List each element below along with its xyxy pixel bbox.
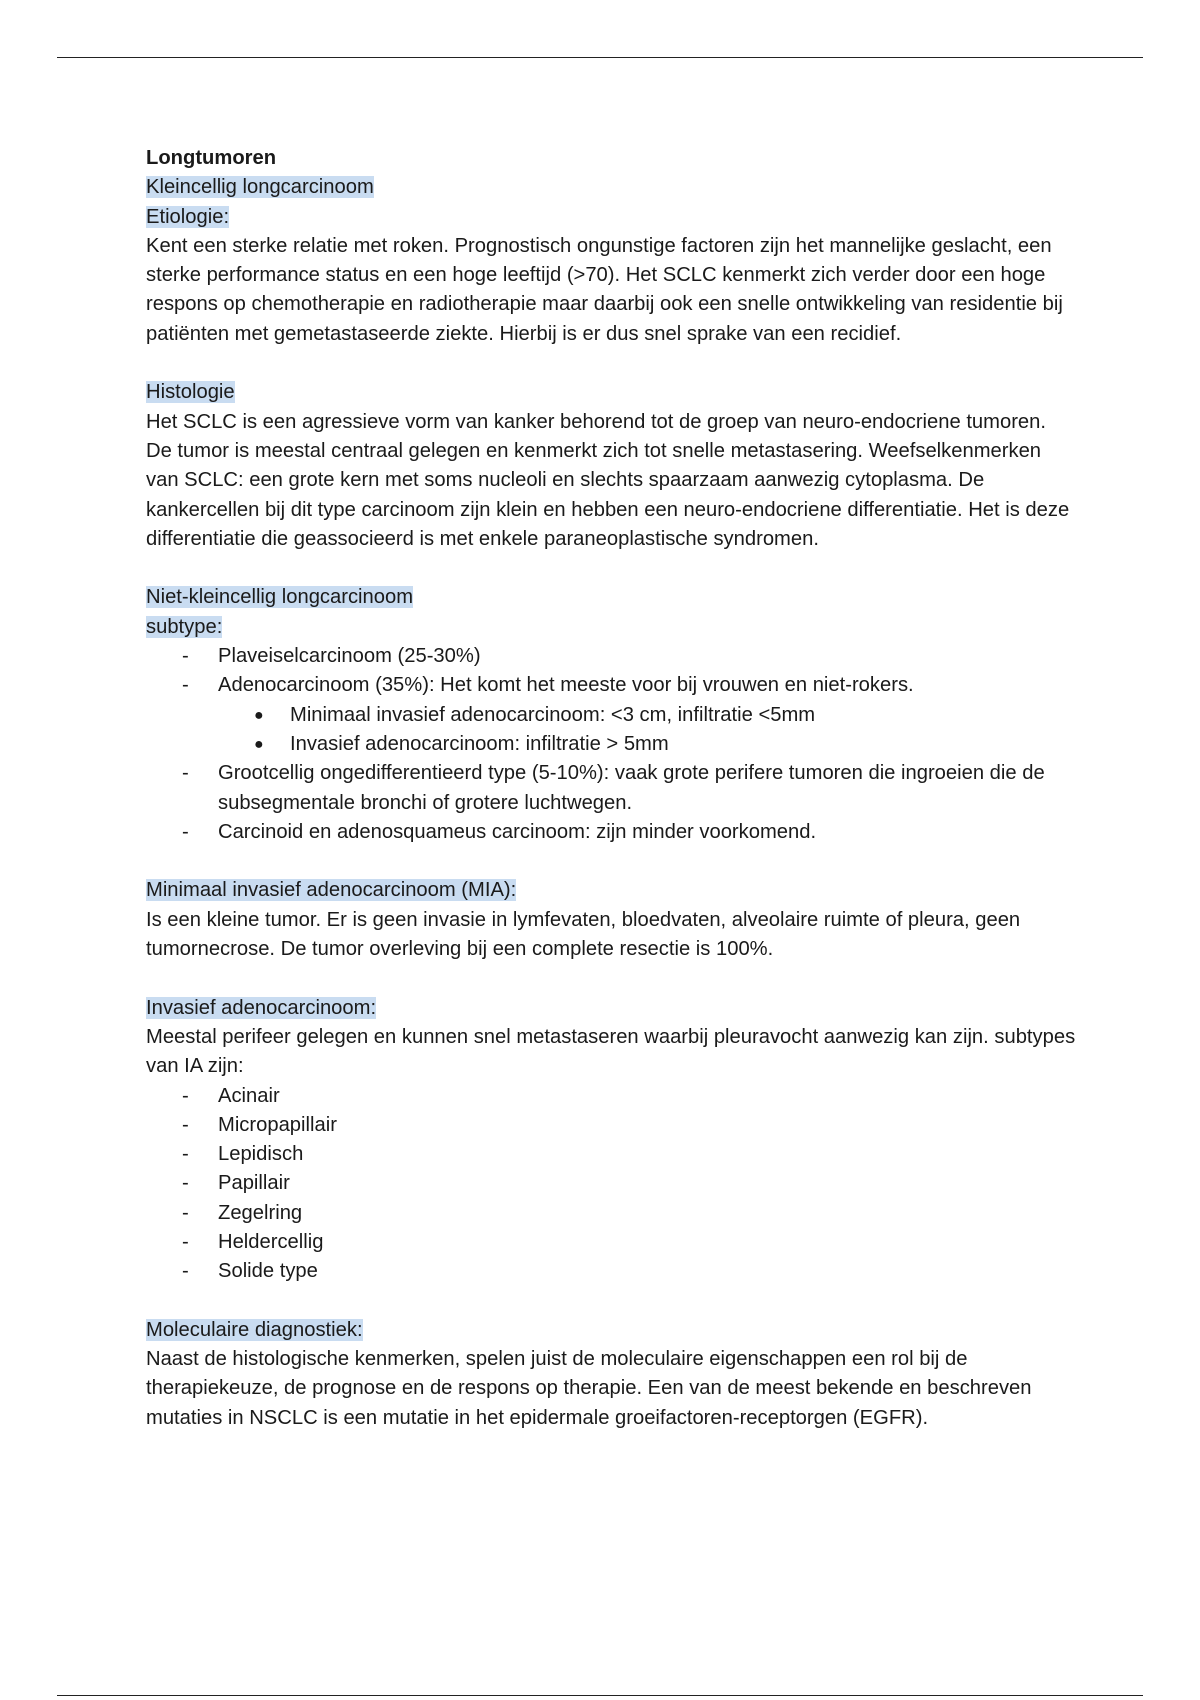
etiology-label: Etiologie:: [146, 205, 230, 228]
dash-marker: -: [182, 820, 189, 843]
dash-marker: -: [182, 1230, 189, 1253]
document-body: [146, 144, 1076, 1433]
etiology-paragraph: Kent een sterke relatie met roken. Prognostisch ongunstige factoren zijn het mannelijke geslacht, een sterke performance status en een hoge leeftijd (>70). Het SCLC kenmerkt zich verder door een hoge respons op chemotherapie en radiotherapie maar daarbij ook een snelle ontwikkeling van residentie bij patiënten met gemetastaseerde ziekte. Hierbij is er dus snel sprake van een recidief.: [146, 234, 1063, 345]
list-item: [146, 1199, 1076, 1228]
ia-subtype-list: [146, 1082, 1076, 1287]
list-item: [146, 1228, 1076, 1257]
ia-heading: Invasief adenocarcinoom:: [146, 996, 377, 1019]
dash-marker: -: [182, 1084, 189, 1107]
histology-paragraph: Het SCLC is een agressieve vorm van kanker behorend tot de groep van neuro-endocriene tumoren. De tumor is meestal centraal gelegen en kenmerkt zich tot snelle metastasering. Weefselkenmerken van SCLC: een grote kern met soms nucleoli en slechts spaarzaam aanwezig cytoplasma. De kankercellen bij dit type carcinoom zijn klein en hebben een neuro-endocriene differentiatie. Het is deze differentiatie die geassocieerd is met enkele paraneoplastische syndromen.: [146, 410, 1070, 550]
list-item-text: Grootcellig ongedifferentieerd type (5-10%): vaak grote perifere tumoren die ingroeien die de subsegmentale bronchi of grotere luchtwegen.: [218, 762, 1045, 814]
section-heading-sclc: [146, 173, 1076, 202]
header-rule: [57, 57, 1143, 58]
list-item-text: Carcinoid en adenosquameus carcinoom: zijn minder voorkomend.: [218, 820, 817, 843]
etiology-label-line: [146, 203, 1076, 232]
mia-paragraph: Is een kleine tumor. Er is geen invasie in lymfevaten, bloedvaten, alveolaire ruimte of pleura, geen tumornecrose. De tumor overleving bij een complete resectie is 100%.: [146, 908, 1021, 961]
dash-marker: -: [182, 1260, 189, 1283]
bullet-marker: ●: [254, 706, 264, 724]
list-item-text: Heldercellig: [218, 1230, 324, 1253]
molecular-paragraph: Naast de histologische kenmerken, spelen juist de moleculaire eigenschappen een rol bij de therapiekeuze, de prognose en de respons op therapie. Een van de meest bekende en beschreven mutaties in NSCLC is een mutatie in het epidermale groeifactoren-receptorgen (EGFR).: [146, 1348, 1032, 1429]
list-item: [146, 759, 1076, 818]
dash-marker: -: [182, 762, 189, 785]
dash-marker: -: [182, 1172, 189, 1195]
histology-label-line: [146, 378, 1076, 407]
list-item: [146, 1082, 1076, 1111]
molecular-heading: Moleculaire diagnostiek:: [146, 1318, 363, 1341]
footer-rule: [57, 1695, 1143, 1696]
list-item: [146, 671, 1076, 759]
list-item-text: Acinair: [218, 1084, 280, 1107]
subtype-label-line: [146, 613, 1076, 642]
list-item: [146, 642, 1076, 671]
histology-label: Histologie: [146, 381, 235, 404]
list-item-text: Micropapillair: [218, 1113, 337, 1136]
sub-list-item-text: Minimaal invasief adenocarcinoom: <3 cm, infiltratie <5mm: [290, 703, 816, 726]
dash-marker: -: [182, 674, 189, 697]
subtype-label: subtype:: [146, 615, 223, 638]
page-title: Longtumoren: [146, 147, 277, 169]
list-item-text: Lepidisch: [218, 1143, 304, 1166]
section-heading-nsclc: [146, 583, 1076, 612]
adenocarcinoma-sublist: [218, 701, 1076, 760]
list-item: [146, 818, 1076, 847]
dash-marker: -: [182, 1143, 189, 1166]
list-item-text: Plaveiselcarcinoom (25-30%): [218, 645, 481, 668]
list-item: [146, 1140, 1076, 1169]
list-item-text: Papillair: [218, 1172, 290, 1195]
list-item: [146, 1257, 1076, 1286]
sub-list-item-text: Invasief adenocarcinoom: infiltratie > 5mm: [290, 732, 669, 755]
sclc-heading: Kleincellig longcarcinoom: [146, 176, 374, 199]
list-item: [146, 1111, 1076, 1140]
list-item-text: Solide type: [218, 1260, 318, 1283]
dash-marker: -: [182, 645, 189, 668]
list-item-text: Adenocarcinoom (35%): Het komt het meeste voor bij vrouwen en niet-rokers.: [218, 674, 914, 697]
ia-paragraph: Meestal perifeer gelegen en kunnen snel metastaseren waarbij pleuravocht aanwezig kan zijn. subtypes van IA zijn:: [146, 1025, 1076, 1078]
dash-marker: -: [182, 1201, 189, 1224]
section-heading-ia: [146, 994, 1076, 1023]
nsclc-heading: Niet-kleincellig longcarcinoom: [146, 586, 414, 609]
section-heading-mia: [146, 876, 1076, 905]
sub-list-item: [218, 730, 1076, 759]
list-item-text: Zegelring: [218, 1201, 303, 1224]
mia-heading: Minimaal invasief adenocarcinoom (MIA):: [146, 879, 517, 902]
list-item: [146, 1169, 1076, 1198]
dash-marker: -: [182, 1113, 189, 1136]
section-heading-molecular: [146, 1316, 1076, 1345]
nsclc-subtype-list: [146, 642, 1076, 847]
bullet-marker: ●: [254, 735, 264, 753]
sub-list-item: [218, 701, 1076, 730]
